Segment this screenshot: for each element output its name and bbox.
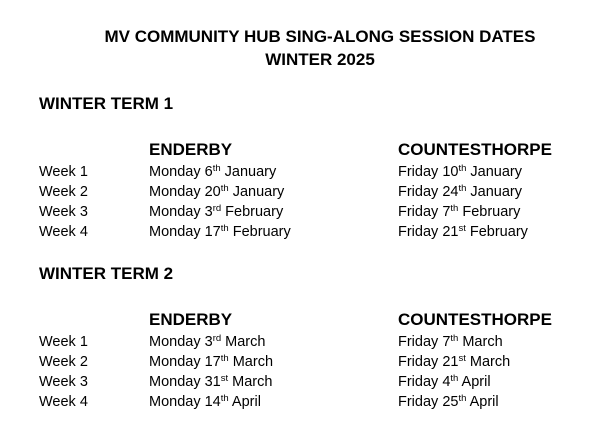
enderby-date: Monday 17th March [149,353,274,370]
week-label: Week 1 [39,334,88,350]
countesthorpe-date: Friday 7th March [398,333,503,350]
term-title: WINTER TERM 1 [39,94,174,113]
schedule-row [0,182,600,202]
enderby-date: Monday 17th February [149,223,291,240]
schedule-row [0,332,600,352]
countesthorpe-date: Friday 4th April [398,373,491,390]
schedule-row [0,222,600,242]
schedule-row [0,202,600,222]
week-label: Week 1 [39,164,88,180]
schedule-row [0,352,600,372]
enderby-date: Monday 14th April [149,393,261,410]
week-label: Week 2 [39,354,88,370]
countesthorpe-date: Friday 10th January [398,163,523,180]
document-title: MV COMMUNITY HUB SING-ALONG SESSION DATES [104,27,536,46]
venue-heading-enderby: ENDERBY [149,140,233,159]
enderby-date: Monday 20th January [149,183,285,200]
enderby-date: Monday 3rd February [149,203,284,220]
countesthorpe-date: Friday 21st March [398,353,511,370]
countesthorpe-date: Friday 24th January [398,183,523,200]
enderby-date: Monday 6th January [149,163,277,180]
countesthorpe-date: Friday 25th April [398,393,499,410]
week-label: Week 4 [39,394,88,410]
week-label: Week 3 [39,374,88,390]
enderby-date: Monday 3rd March [149,333,266,350]
venue-heading-countesthorpe: COUNTESTHORPE [398,140,552,159]
countesthorpe-date: Friday 21st February [398,223,528,240]
week-label: Week 4 [39,224,88,240]
schedule-row [0,392,600,412]
document-subtitle: WINTER 2025 [265,50,375,69]
schedule-row [0,372,600,392]
term-title: WINTER TERM 2 [39,264,174,283]
enderby-date: Monday 31st March [149,373,273,390]
schedule-row [0,162,600,182]
venue-heading-enderby: ENDERBY [149,310,233,329]
venue-heading-countesthorpe: COUNTESTHORPE [398,310,552,329]
countesthorpe-date: Friday 7th February [398,203,521,220]
week-label: Week 3 [39,204,88,220]
week-label: Week 2 [39,184,88,200]
